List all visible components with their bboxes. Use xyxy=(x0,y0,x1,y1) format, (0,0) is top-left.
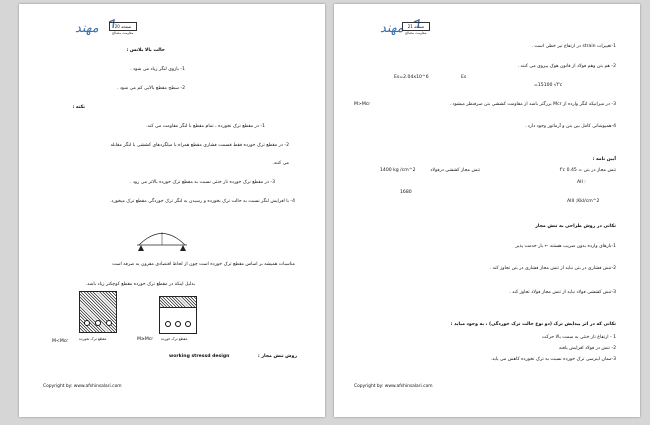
text-line: 1-تغییرات strain در ارتفاع تیر خطی است . xyxy=(531,44,616,49)
text-line: 3- در میزانیکه لنگر وارده از Mcr بزرگتر باشد از مقاومت کششی بتن صرفنظر میشود . xyxy=(449,102,616,107)
text-line: 3- در مقطع ترک خورده تار خنثی نسبت به مقطع ترک خورده بالاتر می رود . xyxy=(129,180,275,185)
text-line: 1 - ارتفاع تار خنثی به سمت بالا حرکت xyxy=(542,335,616,340)
text-line: بدلیل اینکه در مقطع ترک خورده مقطع کوچکتر زیاد باشد. xyxy=(85,282,195,287)
text-line: می کنند. xyxy=(272,161,289,166)
caption-cracked: مقطع ترک خورده xyxy=(161,337,188,341)
formula-ec: =15100 √f'c xyxy=(534,83,563,88)
text-line: 1- در مقطع ترک نخورده ، تمام مقطع با لنگر مقاومت می کند. xyxy=(146,124,265,129)
steel-aii: AII : xyxy=(577,180,586,185)
site-name: مقاومت مصالح xyxy=(112,31,134,35)
formula-es-label: Es xyxy=(461,75,467,80)
footer-copyright: Copyright by: www.afshinsalari.com xyxy=(354,384,433,389)
page-number-box: صفحه 21 xyxy=(402,22,430,31)
text-line: 4-همپوشانی کامل بین بتن و آرماتور وجود دارد . xyxy=(524,124,616,129)
steel-value: 1680 xyxy=(400,190,412,195)
text-line: 2-تنش فشاری در بتن نباید از تنش مجاز فشاری در بتن تجاوز کند . xyxy=(489,266,616,271)
allowable-tension-label: تنش مجاز کششی درفولاد xyxy=(430,168,480,173)
moment-label-right: M≥Mcr xyxy=(137,337,154,342)
section-title: نکاتی در روش طراحی به تنش مجاز xyxy=(535,224,616,229)
text-line: 2- تنش در فولاد افزایش یافته xyxy=(558,346,616,351)
text-line: 2- سطح مقطع بالایی کم می شود . xyxy=(116,86,185,91)
moment-label-left: M<Mcr xyxy=(52,339,69,344)
cracked-section xyxy=(159,296,197,334)
text-line: حالت بالا بلانس : xyxy=(126,48,165,53)
section-heading-en: working stressd design xyxy=(169,354,230,359)
text-line: مناسبات همیشه بر اساس مقطع ترک خورده است چون از لحاظ اقتصادی مقرون به صرفه است xyxy=(112,262,295,267)
text-line: 2- هم بتن وهم فولاد از قانون هوک پیروی می کنند . xyxy=(517,64,616,69)
text-line: 4- با افزایش لنگر نسبت به حالت ترک نخورده و رسیدن به لنگر ترک خوردگی مقطع ترک میخورد. xyxy=(109,199,295,204)
uncracked-section xyxy=(79,291,117,333)
section-title: نکاتی که در اثر پیدایش ترک (دو نوع حالت ترک خوردگی) ، به وجود میاید : xyxy=(450,322,616,327)
formula-es: Es=2.04x10^6 xyxy=(394,75,429,80)
steel-aiii: AIII ;Kkl/cm^2 xyxy=(567,199,600,204)
text-line: 3-ممان اینرسی ترک خورده نسبت به ترک نخورده کاهش می یابد. xyxy=(490,357,616,362)
caption-uncracked: مقطع ترک نخورده xyxy=(79,337,107,341)
formula-m: M>Mcr xyxy=(354,102,371,107)
svg-text:ﻣﻬﻨﺪ: ﻣﻬﻨﺪ xyxy=(75,21,99,36)
site-name: مقاومت مصالح xyxy=(405,31,427,35)
beam-diagram xyxy=(131,224,193,254)
text-line: نکته : xyxy=(72,105,85,110)
allowable-tension-value: 1400 kg /cm^2 xyxy=(380,168,416,173)
text-line: 2- در مقطع ترک خورده فقط قسمت فشاری مقطع همراه با میلگردهای کششی با لنگر مقابله xyxy=(110,143,289,148)
document-page-right xyxy=(334,4,640,417)
text-line: 3-تنش کششی فولاد نباید از تنش مجاز فولاد تجاوز کند . xyxy=(509,290,616,295)
document-page-left xyxy=(19,4,325,417)
section-heading: روش تنش مجاز : xyxy=(257,354,297,359)
footer-copyright: Copyright by: www.afshinsalari.com xyxy=(43,384,122,389)
text-line: 1- بازوی لنگر زیاد می شود . xyxy=(130,67,185,72)
page-number-box: صفحه 20 xyxy=(109,22,137,31)
text-line: 1-بارهای وارده بدون ضریب هستند ← بار خدمت پذیر xyxy=(515,244,616,249)
allowable-compression: تنش مجاز در بتن = 0.45 f'c xyxy=(559,168,616,173)
regulation-title: آیین نامه : xyxy=(592,157,616,162)
svg-text:ﻣﻬﻨﺪ: ﻣﻬﻨﺪ xyxy=(380,21,404,36)
